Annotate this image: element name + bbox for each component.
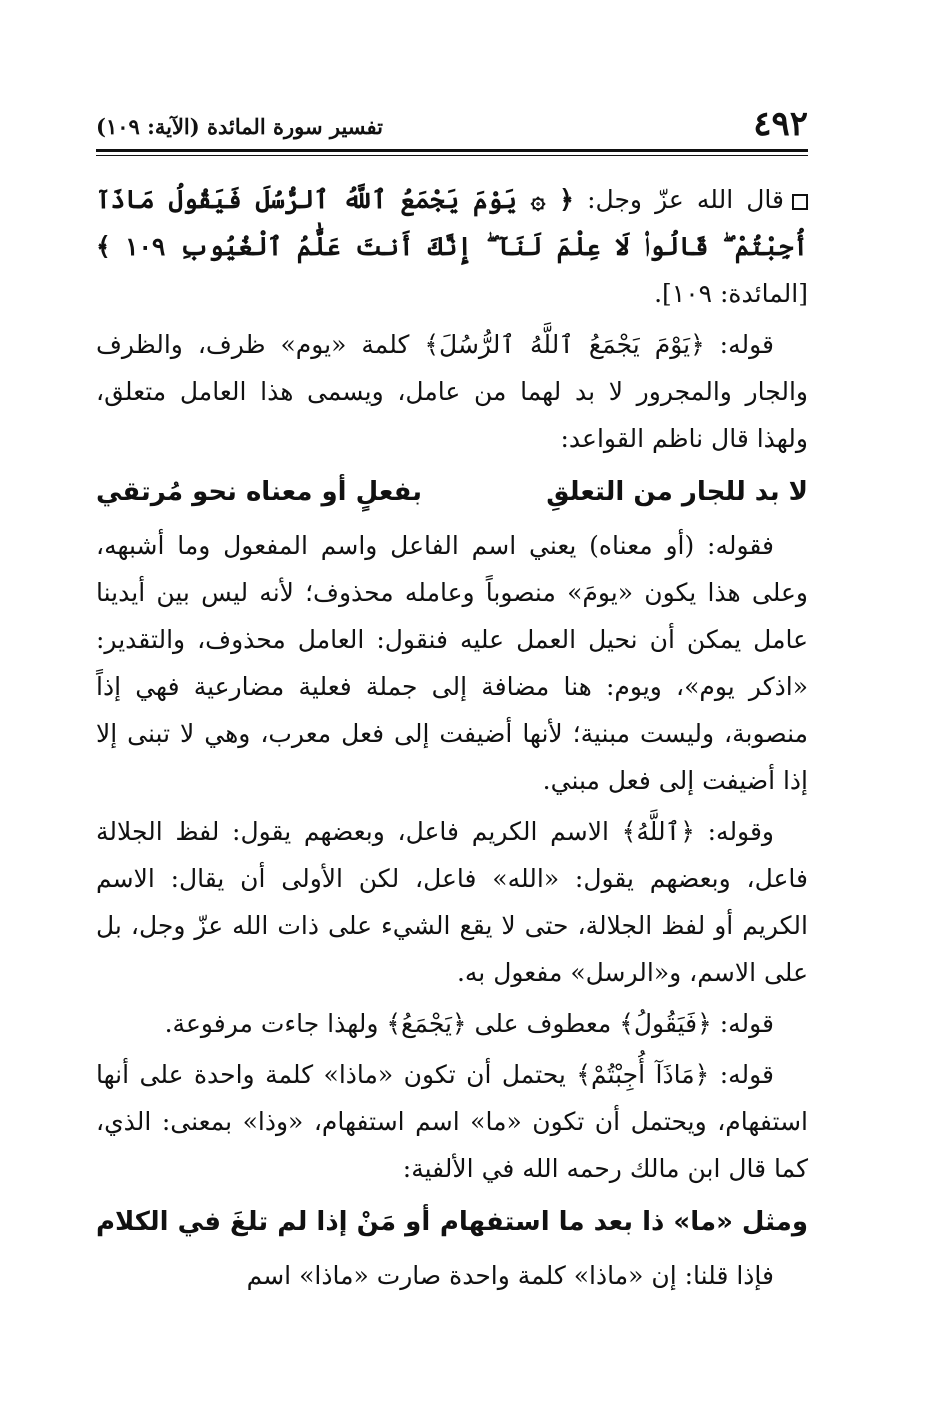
header-rule-thin: [96, 155, 808, 156]
paragraph-madha: قوله: ﴿مَاذَآ أُجِبْتُمْ﴾ يحتمل أن تكون «ماذا» كلمة واحدة على أنها استفهام، ويحتمل أن تكون «ما» اسم استفهام، «وذا» بمعنى: الذي، كما قال ابن مالك رحمه الله في الألفية:: [96, 1060, 808, 1183]
poem-line-2: [96, 1196, 808, 1248]
header-rule-thick: [96, 149, 808, 152]
paragraph-allah-fail: وقوله: ﴿ٱللَّهُ﴾ الاسم الكريم فاعل، وبعضهم يقول: لفظ الجلالة فاعل، وبعضهم يقول: «الله» فاعل، لكن الأولى أن يقال: الاسم الكريم أو لفظ الجلالة، حتى لا يقع الشيء على ذات الله عزّ وجل، بل على الاسم، و«الرسل» مفعول به.: [96, 817, 808, 987]
quran-verse: ﴿ ۞ يَوْمَ يَجْمَعُ ٱللَّهُ ٱلرُّسُلَ فَيَقُولُ مَاذَآ أُجِبْتُمْ ۖ قَالُوا۟ لَا عِلْمَ لَنَآ ۖ إِنَّكَ أَنتَ عَلَّٰمُ ٱلْغُيُوبِ ١٠٩ ﴾: [96, 185, 808, 261]
verse-intro: قال الله عزّ وجل:: [573, 185, 784, 214]
paragraph-maanahu: فقوله: (أو معناه) يعني اسم الفاعل واسم المفعول وما أشبهه، وعلى هذا يكون «يومَ» منصوباً وعامله محذوف؛ لأنه ليس بين أيدينا عامل يمكن أن نحيل العمل عليه فنقول: العامل محذوف، والتقدير: «اذكر يوم»، ويوم: هنا مضافة إلى جملة فعلية مضارعية فهي إذاً منصوبة، وليست مبنية؛ لأنها أضيفت إلى فعل معرب، وهي لا تبنى إلا إذا أضيفت إلى فعل مبني.: [96, 531, 808, 795]
paragraph-yawm: قوله: ﴿يَوْمَ يَجْمَعُ ٱللَّهُ ٱلرُّسُلَ﴾ كلمة «يوم» ظرف، والظرف والجار والمجرور لا بد لهما من عامل، ويسمى هذا العامل متعلق، ولهذا قال ناظم القواعد:: [96, 330, 808, 453]
square-bullet-icon: [792, 194, 808, 210]
verse-reference: [المائدة: ١٠٩].: [654, 279, 808, 308]
poem-1-first-hemistich: لا بد للجار من التعلقِ: [546, 477, 808, 507]
poem-1-second-hemistich: بفعلٍ أو معناه نحو مُرتقي: [96, 477, 422, 507]
paragraph-verse-quote: [96, 176, 808, 317]
poem-line-1: [96, 466, 808, 518]
paragraph-fayaqul: قوله: ﴿فَيَقُولُ﴾ معطوف على ﴿يَجْمَعُ﴾ ولهذا جاءت مرفوعة.: [164, 1009, 774, 1038]
page-header: [96, 104, 808, 150]
paragraph-final: فإذا قلنا: إن «ماذا» كلمة واحدة صارت «ماذا» اسم: [246, 1261, 774, 1290]
page-number: ٤٩٢: [753, 104, 808, 144]
poem-2-second-hemistich: أو مَنْ إذا لم تلغَ في الكلام: [96, 1207, 431, 1237]
page-body: [96, 176, 808, 1303]
running-title: تفسير سورة المائدة (الآية: ١٠٩): [96, 114, 383, 139]
poem-2-first-hemistich: ومثل «ما» ذا بعد ما استفهام: [439, 1207, 808, 1237]
